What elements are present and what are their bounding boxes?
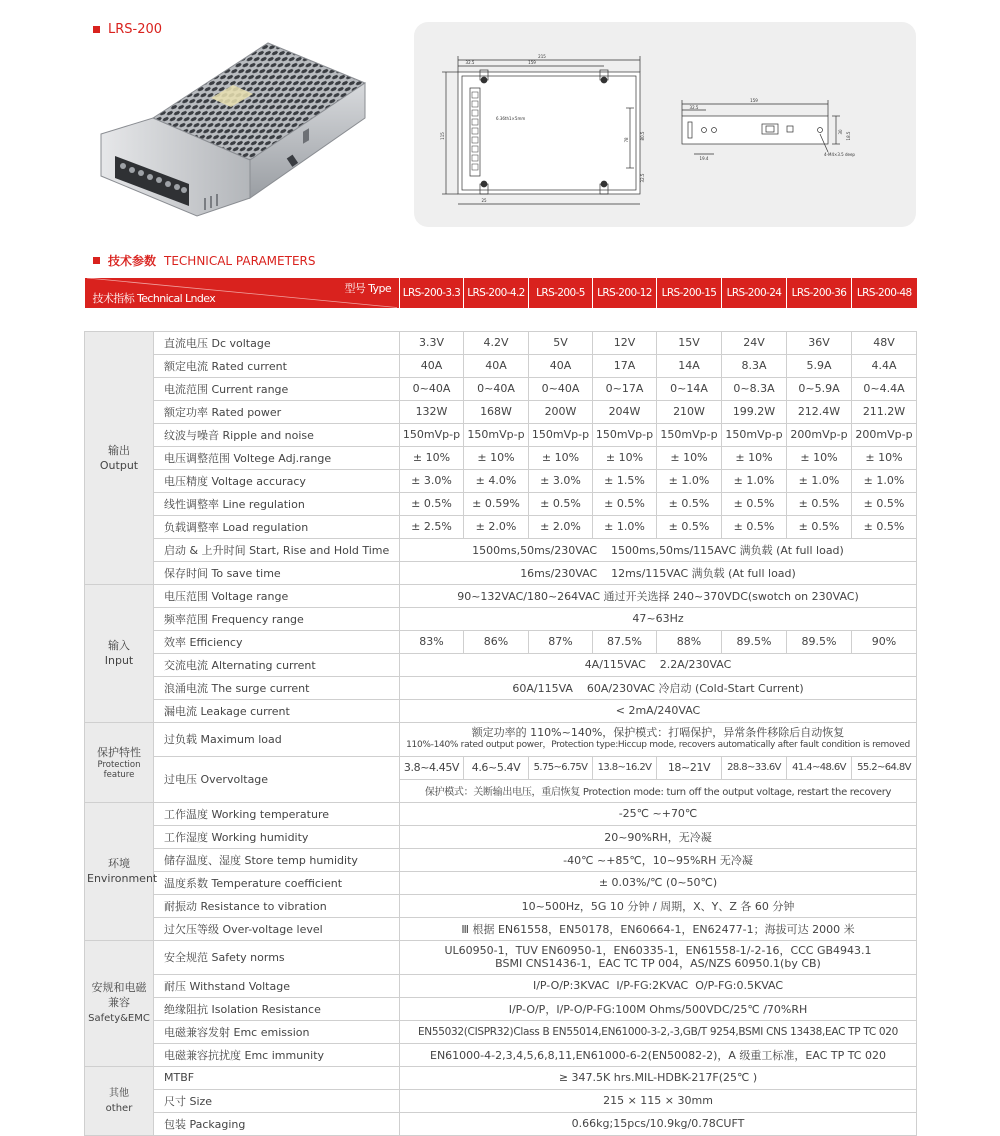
cell: 24V xyxy=(722,331,787,354)
table-row xyxy=(85,802,917,825)
dim-h3: 32.5 xyxy=(640,173,645,183)
cell: 5.9A xyxy=(787,354,852,377)
dim-h-inner: 78 xyxy=(624,137,629,143)
row-label: 温度系数 Temperature coefficient xyxy=(154,871,400,894)
cell: 14A xyxy=(657,354,722,377)
cell: 55.2~64.8V xyxy=(852,756,917,779)
cell: 200mVp-p xyxy=(852,423,917,446)
cell: ≥ 347.5K hrs.MIL-HDBK-217F(25℃ ) xyxy=(400,1066,917,1089)
cell: ± 0.59% xyxy=(464,492,529,515)
cell: ± 10% xyxy=(593,446,657,469)
model-header: LRS-200-15 xyxy=(657,278,722,308)
cell: 12V xyxy=(593,331,657,354)
table-row xyxy=(85,1112,917,1135)
row-label: 启动 & 上升时间 Start, Rise and Hold Time xyxy=(154,538,400,561)
cell: 0.66kg;15pcs/10.9kg/0.78CUFT xyxy=(400,1112,917,1135)
cell: 89.5% xyxy=(722,630,787,653)
front-view-drawing xyxy=(442,56,640,204)
side-dim-label: 4-M4×3.5 deep xyxy=(824,152,855,157)
header-index-label: 技术指标 Technical Lndex xyxy=(92,292,216,305)
cell: 150mVp-p xyxy=(657,423,722,446)
table-header-row xyxy=(85,278,917,308)
cell: ± 1.0% xyxy=(657,469,722,492)
model-header: LRS-200-3.3 xyxy=(400,278,464,308)
bullet-square-icon xyxy=(93,26,100,33)
cell: 40A xyxy=(464,354,529,377)
table-row xyxy=(85,584,917,607)
cell: 20~90%RH，无冷凝 xyxy=(400,825,917,848)
cell: ± 1.0% xyxy=(852,469,917,492)
row-label: 储存温度、湿度 Store temp humidity xyxy=(154,848,400,871)
cell: ± 0.5% xyxy=(787,515,852,538)
cell: 8.3A xyxy=(722,354,787,377)
side-dim-left: 32.5 xyxy=(689,105,699,110)
spec-table xyxy=(84,278,917,1136)
cell: 28.8~33.6V xyxy=(722,756,787,779)
cell: ± 0.5% xyxy=(400,492,464,515)
model-header: LRS-200-4.2 xyxy=(464,278,529,308)
table-row xyxy=(85,894,917,917)
cell: -40℃ ~+85℃，10~95%RH 无冷凝 xyxy=(400,848,917,871)
cell: 41.4~48.6V xyxy=(787,756,852,779)
cell: 36V xyxy=(787,331,852,354)
cell: 47~63Hz xyxy=(400,607,917,630)
side-dim-h2: 18.5 xyxy=(846,131,851,141)
table-row xyxy=(85,538,917,561)
row-label: 频率范围 Frequency range xyxy=(154,607,400,630)
cell: 5V xyxy=(529,331,593,354)
table-row xyxy=(85,653,917,676)
cell: 3.3V xyxy=(400,331,464,354)
table-row xyxy=(85,871,917,894)
cell: I/P-O/P，I/P-O/P-FG:100M Ohms/500VDC/25℃ /70%RH xyxy=(400,997,917,1020)
cell: ± 1.0% xyxy=(787,469,852,492)
model-header: LRS-200-24 xyxy=(722,278,787,308)
row-label: 效率 Efficiency xyxy=(154,630,400,653)
row-label: 漏电流 Leakage current xyxy=(154,699,400,722)
row-label: 工作温度 Working temperature xyxy=(154,802,400,825)
row-label: 电流范围 Current range xyxy=(154,377,400,400)
table-row xyxy=(85,446,917,469)
cell: ± 1.0% xyxy=(593,515,657,538)
side-view-drawing xyxy=(682,100,840,154)
cell: ± 10% xyxy=(400,446,464,469)
cell: 87% xyxy=(529,630,593,653)
cell: 0~14A xyxy=(657,377,722,400)
tech-params-title-cn: 技术参数 xyxy=(108,254,157,268)
header-corner xyxy=(85,278,400,308)
cell: 204W xyxy=(593,400,657,423)
cell: ± 2.5% xyxy=(400,515,464,538)
category-output: 输出 Output xyxy=(85,331,154,584)
product-title: LRS-200 xyxy=(108,22,163,37)
cell: 4.6~5.4V xyxy=(464,756,529,779)
cell: -25℃ ~+70℃ xyxy=(400,802,917,825)
cell: 13.8~16.2V xyxy=(593,756,657,779)
table-row xyxy=(85,1020,917,1043)
cell: 86% xyxy=(464,630,529,653)
cell: ± 1.0% xyxy=(722,469,787,492)
max-load-cn: 额定功率的 110%~140%，保护模式：打嗝保护，异常条件移除后自动恢复 xyxy=(471,726,845,739)
cell: 150mVp-p xyxy=(593,423,657,446)
cell: ± 10% xyxy=(787,446,852,469)
model-header: LRS-200-48 xyxy=(852,278,917,308)
max-load-en: 110%-140% rated output power，Protection type:Hiccup mode, recovers automatically after fault condition is removed xyxy=(406,740,910,750)
cell: 40A xyxy=(529,354,593,377)
row-label: 电压范围 Voltage range xyxy=(154,584,400,607)
row-label: 包装 Packaging xyxy=(154,1112,400,1135)
cell: ± 3.0% xyxy=(400,469,464,492)
row-label: 额定功率 Rated power xyxy=(154,400,400,423)
cell: 18~21V xyxy=(657,756,722,779)
dim-label: 6.36th1×5mm xyxy=(496,116,526,121)
row-label: 电压调整范围 Voltege Adj.range xyxy=(154,446,400,469)
row-label: 过负载 Maximum load xyxy=(154,722,400,756)
cell: 17A xyxy=(593,354,657,377)
cell: ± 10% xyxy=(657,446,722,469)
cell: 0~40A xyxy=(464,377,529,400)
cell: < 2mA/240VAC xyxy=(400,699,917,722)
dim-width: 215 xyxy=(538,54,546,59)
cell: 90% xyxy=(852,630,917,653)
cell: 211.2W xyxy=(852,400,917,423)
cell xyxy=(400,940,917,974)
cell: 0~17A xyxy=(593,377,657,400)
mechanical-drawing-panel xyxy=(414,22,916,227)
cell: 200W xyxy=(529,400,593,423)
cell: ± 2.0% xyxy=(464,515,529,538)
dim-height: 115 xyxy=(440,132,445,140)
dim-bottom: 25 xyxy=(481,198,487,203)
table-row xyxy=(85,561,917,584)
cell: 10~500Hz，5G 10 分钟 / 周期，X、Y、Z 各 60 分钟 xyxy=(400,894,917,917)
model-header: LRS-200-36 xyxy=(787,278,852,308)
cell: 199.2W xyxy=(722,400,787,423)
table-row xyxy=(85,997,917,1020)
cell: 60A/115VA 60A/230VAC 冷启动 (Cold-Start Current) xyxy=(400,676,917,699)
table-row xyxy=(85,699,917,722)
row-label: 绝缘阻抗 Isolation Resistance xyxy=(154,997,400,1020)
cell: 40A xyxy=(400,354,464,377)
cell: ± 0.5% xyxy=(593,492,657,515)
category-environment: 环境 Environment xyxy=(85,802,154,940)
category-protection: 保护特性 Protection feature xyxy=(85,722,154,802)
cell: ± 0.03%/℃ (0~50℃) xyxy=(400,871,917,894)
table-row xyxy=(85,756,917,779)
cell: EN61000-4-2,3,4,5,6,8,11,EN61000-6-2(EN50082-2)，A 级重工标准，EAC TP TC 020 xyxy=(400,1043,917,1066)
cell: ± 3.0% xyxy=(529,469,593,492)
cell: 48V xyxy=(852,331,917,354)
table-row xyxy=(85,917,917,940)
table-row xyxy=(85,607,917,630)
norms-line2: BSMI CNS1436-1，EAC TC TP 004，AS/NZS 60950.1(by CB) xyxy=(495,957,821,970)
cell: ± 0.5% xyxy=(529,492,593,515)
cell xyxy=(400,722,917,756)
cell: ± 0.5% xyxy=(657,515,722,538)
table-row xyxy=(85,1089,917,1112)
cell: 150mVp-p xyxy=(722,423,787,446)
table-row xyxy=(85,630,917,653)
header-type-label: 型号 Type xyxy=(344,282,391,295)
category-safety: 安规和电磁 兼容 Safety&EMC xyxy=(85,940,154,1066)
row-label: 尺寸 Size xyxy=(154,1089,400,1112)
table-row xyxy=(85,400,917,423)
table-row xyxy=(85,354,917,377)
category-input: 输入 Input xyxy=(85,584,154,722)
cell: 212.4W xyxy=(787,400,852,423)
bullet-square-icon xyxy=(93,257,100,264)
cell: 4.2V xyxy=(464,331,529,354)
row-label: 纹波与噪音 Ripple and noise xyxy=(154,423,400,446)
table-row xyxy=(85,1066,917,1089)
row-label: 直流电压 Dc voltage xyxy=(154,331,400,354)
cell: ± 1.5% xyxy=(593,469,657,492)
cell: ± 10% xyxy=(464,446,529,469)
cell: ± 0.5% xyxy=(852,492,917,515)
cell: ± 10% xyxy=(529,446,593,469)
cell: ± 10% xyxy=(722,446,787,469)
cell: 132W xyxy=(400,400,464,423)
dim-left: 32.5 xyxy=(465,60,475,65)
table-row xyxy=(85,825,917,848)
row-label: 负载调整率 Load regulation xyxy=(154,515,400,538)
row-label: 工作湿度 Working humidity xyxy=(154,825,400,848)
table-row xyxy=(85,848,917,871)
side-dim-bottom: 19.4 xyxy=(699,156,709,161)
row-label: 安全规范 Safety norms xyxy=(154,940,400,974)
row-label: 过电压 Overvoltage xyxy=(154,756,400,802)
cell: 5.75~6.75V xyxy=(529,756,593,779)
table-row xyxy=(85,377,917,400)
cell: 1500ms,50ms/230VAC 1500ms,50ms/115AVC 满负载 (At full load) xyxy=(400,538,917,561)
table-row xyxy=(85,1043,917,1066)
dim-inner: 159 xyxy=(528,60,536,65)
cell: 150mVp-p xyxy=(529,423,593,446)
cell: 83% xyxy=(400,630,464,653)
cell: 15V xyxy=(657,331,722,354)
row-label: MTBF xyxy=(154,1066,400,1089)
row-label: 保存时间 To save time xyxy=(154,561,400,584)
cell: ± 0.5% xyxy=(722,515,787,538)
row-label: 额定电流 Rated current xyxy=(154,354,400,377)
cell: 0~40A xyxy=(400,377,464,400)
table-row xyxy=(85,515,917,538)
category-other: 其他 other xyxy=(85,1066,154,1135)
row-label: 浪涌电流 The surge current xyxy=(154,676,400,699)
cell: 保护模式：关断输出电压，重启恢复 Protection mode: turn off the output voltage, restart the recovery xyxy=(400,779,917,802)
row-label: 耐振动 Resistance to vibration xyxy=(154,894,400,917)
cell: 0~8.3A xyxy=(722,377,787,400)
cell: ± 0.5% xyxy=(852,515,917,538)
table-row xyxy=(85,469,917,492)
cell: I/P-O/P:3KVAC I/P-FG:2KVAC O/P-FG:0.5KVAC xyxy=(400,974,917,997)
dim-h2: 80.5 xyxy=(640,131,645,141)
cell: 150mVp-p xyxy=(464,423,529,446)
model-header: LRS-200-5 xyxy=(529,278,593,308)
cell: ± 2.0% xyxy=(529,515,593,538)
row-label: 耐压 Withstand Voltage xyxy=(154,974,400,997)
table-row xyxy=(85,331,917,354)
row-label: 电压精度 Voltage accuracy xyxy=(154,469,400,492)
cell: 4A/115VAC 2.2A/230VAC xyxy=(400,653,917,676)
cell: 3.8~4.45V xyxy=(400,756,464,779)
cell: ± 0.5% xyxy=(722,492,787,515)
cell: 88% xyxy=(657,630,722,653)
cell: 215 × 115 × 30mm xyxy=(400,1089,917,1112)
tech-params-title-en: TECHNICAL PARAMETERS xyxy=(164,253,316,268)
cell: 89.5% xyxy=(787,630,852,653)
cell: 90~132VAC/180~264VAC 通过开关选择 240~370VDC(swotch on 230VAC) xyxy=(400,584,917,607)
cell: ± 0.5% xyxy=(787,492,852,515)
row-label: 交流电流 Alternating current xyxy=(154,653,400,676)
cell: 150mVp-p xyxy=(400,423,464,446)
product-photo xyxy=(93,38,383,218)
cell: 0~40A xyxy=(529,377,593,400)
product-heading xyxy=(93,22,162,37)
cell: ± 10% xyxy=(852,446,917,469)
cell: 168W xyxy=(464,400,529,423)
cell: 0~4.4A xyxy=(852,377,917,400)
row-label: 电磁兼容发射 Emc emission xyxy=(154,1020,400,1043)
cell: ± 0.5% xyxy=(657,492,722,515)
table-row xyxy=(85,423,917,446)
cell: 87.5% xyxy=(593,630,657,653)
cell: ± 4.0% xyxy=(464,469,529,492)
tech-params-heading xyxy=(93,252,315,269)
side-dim-top: 159 xyxy=(750,98,758,103)
cell: 0~5.9A xyxy=(787,377,852,400)
cell: 200mVp-p xyxy=(787,423,852,446)
cell: EN55032(CISPR32)Class B EN55014,EN61000-3-2,-3,GB/T 9254,BSMI CNS 13438,EAC TP TC 020 xyxy=(400,1020,917,1043)
norms-line1: UL60950-1，TUV EN60950-1，EN60335-1，EN61558-1/-2-16，CCC GB4943.1 xyxy=(444,944,872,957)
side-dim-h1: 30 xyxy=(838,129,843,135)
row-label: 电磁兼容抗扰度 Emc immunity xyxy=(154,1043,400,1066)
cell: 4.4A xyxy=(852,354,917,377)
model-header: LRS-200-12 xyxy=(593,278,657,308)
table-row xyxy=(85,974,917,997)
cell: 16ms/230VAC 12ms/115VAC 满负载 (At full load) xyxy=(400,561,917,584)
cell: 210W xyxy=(657,400,722,423)
table-row xyxy=(85,492,917,515)
table-row xyxy=(85,722,917,756)
row-label: 过欠压等级 Over-voltage level xyxy=(154,917,400,940)
cell: Ⅲ 根据 EN61558，EN50178，EN60664-1，EN62477-1；海拔可达 2000 米 xyxy=(400,917,917,940)
table-row xyxy=(85,676,917,699)
table-row xyxy=(85,940,917,974)
row-label: 线性调整率 Line regulation xyxy=(154,492,400,515)
